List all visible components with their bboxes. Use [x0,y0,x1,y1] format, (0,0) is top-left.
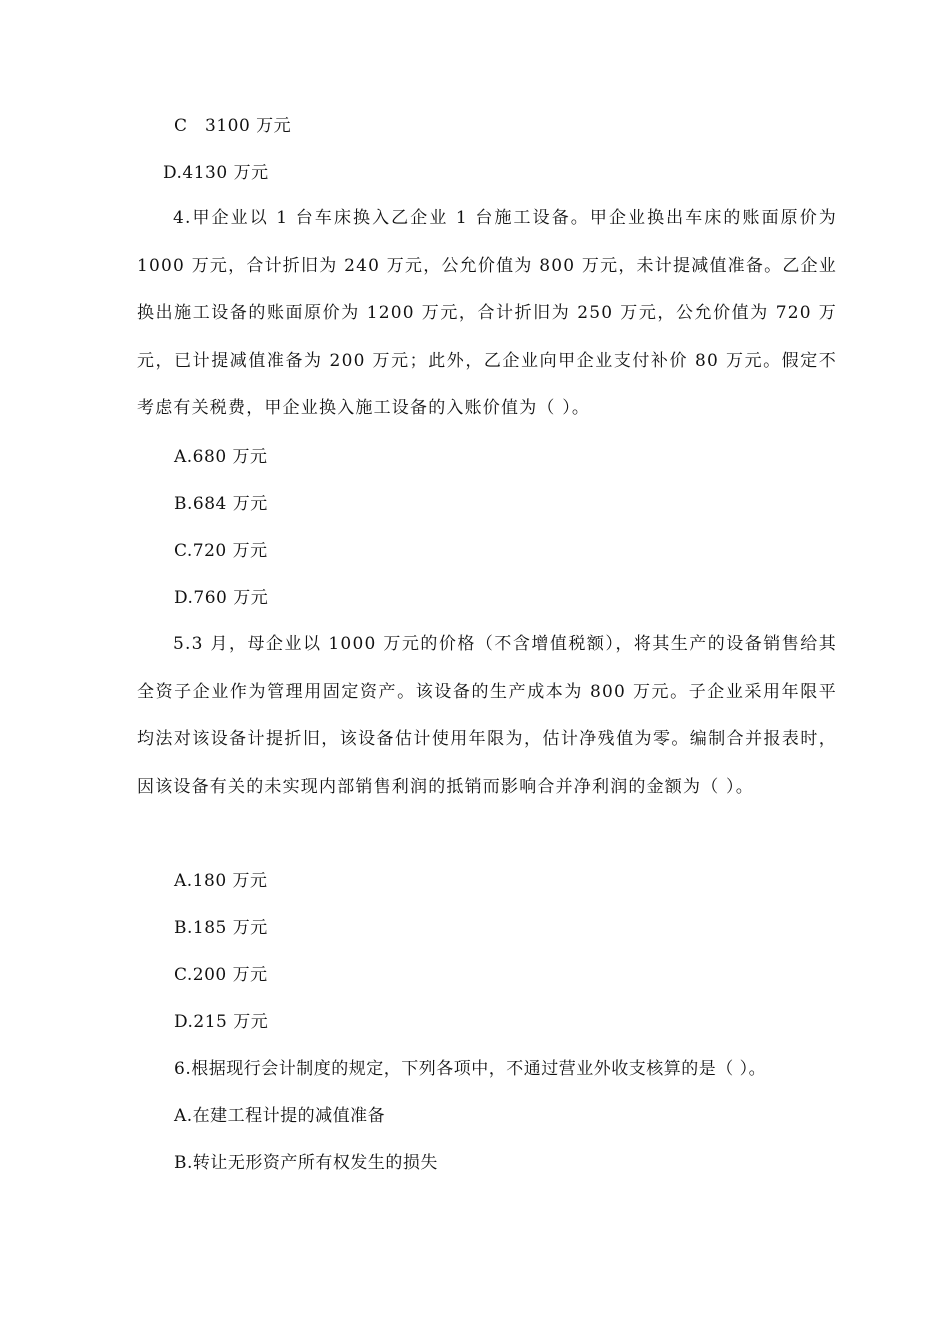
q5-option-d: D.215 万元 [174,1012,269,1032]
q6-option-a: A.在建工程计提的减值准备 [174,1106,386,1126]
q5-stem: 5.3 月，母企业以 1000 万元的价格（不含增值税额），将其生产的设备销售给其全资子企业作为管理用固定资产。该设备的生产成本为 800 万元。子企业采用年限平均法对该设备计提折旧，该设备估计使用年限为，估计净残值为零。编制合并报表时，因该设备有关的未实现内部销售利润的抵销而影响合并净利润的金额为（ ）。 [137,634,837,797]
q3-option-d: D.4130 万元 [163,163,269,183]
q4-option-b: B.684 万元 [174,494,268,514]
q6-stem: 6.根据现行会计制度的规定，下列各项中，不通过营业外收支核算的是（ ）。 [174,1059,767,1079]
q4-option-c: C.720 万元 [174,541,268,561]
q5-option-b: B.185 万元 [174,918,268,938]
q4-stem: 4.甲企业以 1 台车床换入乙企业 1 台施工设备。甲企业换出车床的账面原价为 1000 万元，合计折旧为 240 万元，公允价值为 800 万元，未计提减值准备。乙企业换出施工设备的账面原价为 1200 万元，合计折旧为 250 万元，公允价值为 720 万元，已计提减值准备为 200 万元；此外，乙企业向甲企业支付补价 80 万元。假定不考虑有关税费，甲企业换入施工设备的入账价值为（ ）。 [137,208,837,418]
q4-option-a: A.680 万元 [174,447,268,467]
q4-option-d: D.760 万元 [174,588,269,608]
q5-option-a: A.180 万元 [174,871,268,891]
q3-option-c: C 3100 万元 [174,116,292,136]
q6-option-b: B.转让无形资产所有权发生的损失 [174,1153,438,1173]
q5-option-c: C.200 万元 [174,965,268,985]
